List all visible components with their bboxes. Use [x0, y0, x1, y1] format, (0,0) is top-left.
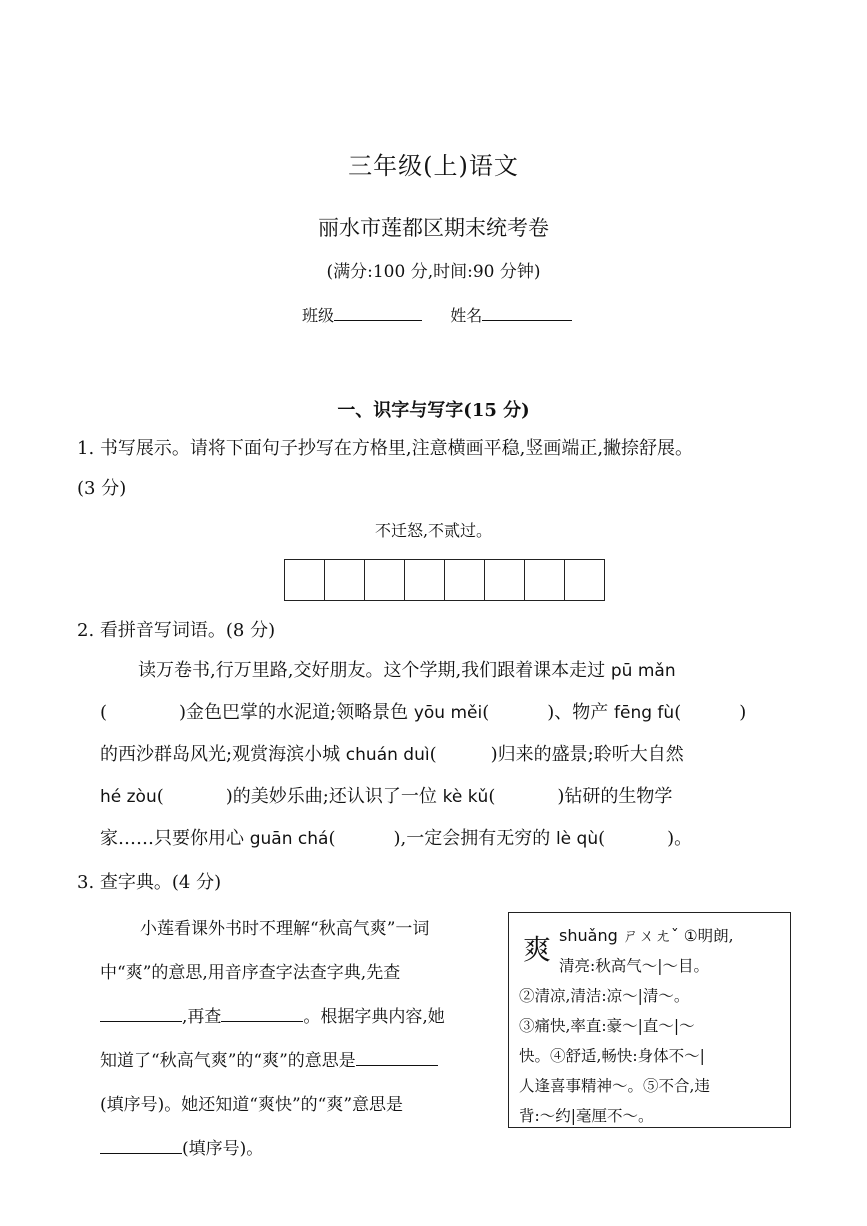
section-title: 一、识字与写字(15 分): [337, 400, 530, 421]
pinyin-6: kè kǔ: [442, 787, 489, 807]
sample-sentence: 不迁怒,不贰过。: [374, 521, 493, 540]
pinyin-1: pū mǎn: [610, 661, 676, 681]
pinyin-4: chuán duì: [345, 745, 430, 765]
grid-cell[interactable]: [565, 560, 605, 600]
dictionary-line: 快。④舒适,畅快:身体不～|: [519, 1047, 705, 1065]
pinyin-8: lè qù: [555, 829, 599, 849]
q3-line-5: (填序号)。她还知道“爽快”的“爽”意思是: [100, 1095, 404, 1115]
pinyin-7: guān chá: [249, 829, 329, 849]
dictionary-pinyin: shuǎng ㄕㄨㄤˇ: [559, 926, 679, 945]
name-field[interactable]: [482, 304, 572, 321]
q2-line-2: ( )金色巴掌的水泥道;领略景色 yōu měi( )、物产 fēng fù( ): [100, 702, 747, 723]
pinyin-2: yōu měi: [413, 703, 483, 723]
score-time-info: (满分:100 分,时间:90 分钟): [326, 262, 541, 282]
pinyin-3: fēng fù: [614, 703, 675, 723]
q2-line-5: 家……只要你用心 guān chá( ),一定会拥有无穷的 lè qù( )。: [100, 828, 693, 849]
exam-title: 三年级(上)语文: [348, 152, 519, 180]
dictionary-line: 清亮:秋高气～|～目。: [559, 957, 709, 975]
writing-grid: [284, 559, 605, 601]
grid-cell[interactable]: [325, 560, 365, 600]
dictionary-line: 人逢喜事精神～。⑤不合,违: [519, 1077, 710, 1095]
pinyin-5: hé zòu: [100, 787, 157, 807]
grid-cell[interactable]: [405, 560, 445, 600]
q3-line-4: 知道了“秋高气爽”的“爽”的意思是: [100, 1039, 500, 1083]
question-1-text: 1. 书写展示。请将下面句子抄写在方格里,注意横画平稳,竖画端正,撇捺舒展。: [77, 438, 694, 459]
q3-line-1: 小莲看课外书时不理解“秋高气爽”一词: [140, 919, 430, 939]
name-label: 姓名: [450, 306, 483, 325]
q2-line-3: 的西沙群岛风光;观赏海滨小城 chuán duì( )归来的盛景;聆听大自然: [100, 744, 684, 765]
dictionary-character: 爽: [523, 933, 552, 966]
answer-blank-meaning-2[interactable]: [100, 1137, 182, 1154]
q2-line-1: 读万卷书,行万里路,交好朋友。这个学期,我们跟着课本走过 pū mǎn: [138, 660, 676, 681]
answer-blank-letter-2[interactable]: [221, 1005, 303, 1022]
dictionary-line: ②清凉,清洁:凉～|清～。: [519, 987, 690, 1005]
dictionary-entry: 爽 shuǎng ㄕㄨㄤˇ ①明朗, 清亮:秋高气～|～目。 ②清凉,清洁:凉～|清～。 ③痛快,率直:豪～|直～|～ 快。④舒适,畅快:身体不～| 人逢喜事精神～。⑤不合,违 背:～约|毫厘不～。: [508, 912, 791, 1128]
question-2-title: 2. 看拼音写词语。(8 分): [77, 620, 276, 641]
dictionary-line: 背:～约|毫厘不～。: [519, 1107, 654, 1125]
exam-subtitle: 丽水市莲都区期末统考卷: [318, 216, 549, 240]
class-field[interactable]: [334, 304, 422, 321]
q3-line-3: ,再查 。根据字典内容,她: [100, 995, 500, 1039]
grid-cell[interactable]: [365, 560, 405, 600]
q2-line-4: hé zòu( )的美妙乐曲;还认识了一位 kè kǔ( )钻研的生物学: [100, 786, 673, 807]
q3-line-6: (填序号)。: [100, 1127, 500, 1171]
grid-cell[interactable]: [485, 560, 525, 600]
question-1: [77, 429, 693, 509]
dictionary-line: ③痛快,率直:豪～|直～|～: [519, 1017, 695, 1035]
question-3-body: [100, 907, 500, 1171]
question-1-points: (3 分): [77, 478, 127, 499]
grid-cell[interactable]: [445, 560, 485, 600]
question-3-title: 3. 查字典。(4 分): [77, 872, 222, 893]
grid-cell[interactable]: [285, 560, 325, 600]
q3-line-2: 中“爽”的意思,用音序查字法查字典,先查: [100, 963, 401, 983]
grid-cell[interactable]: [525, 560, 565, 600]
class-label: 班级: [302, 306, 335, 325]
answer-blank-letter-1[interactable]: [100, 1005, 182, 1022]
answer-blank-meaning-1[interactable]: [356, 1049, 438, 1066]
student-info: [302, 303, 572, 326]
question-2-body: [100, 650, 794, 860]
